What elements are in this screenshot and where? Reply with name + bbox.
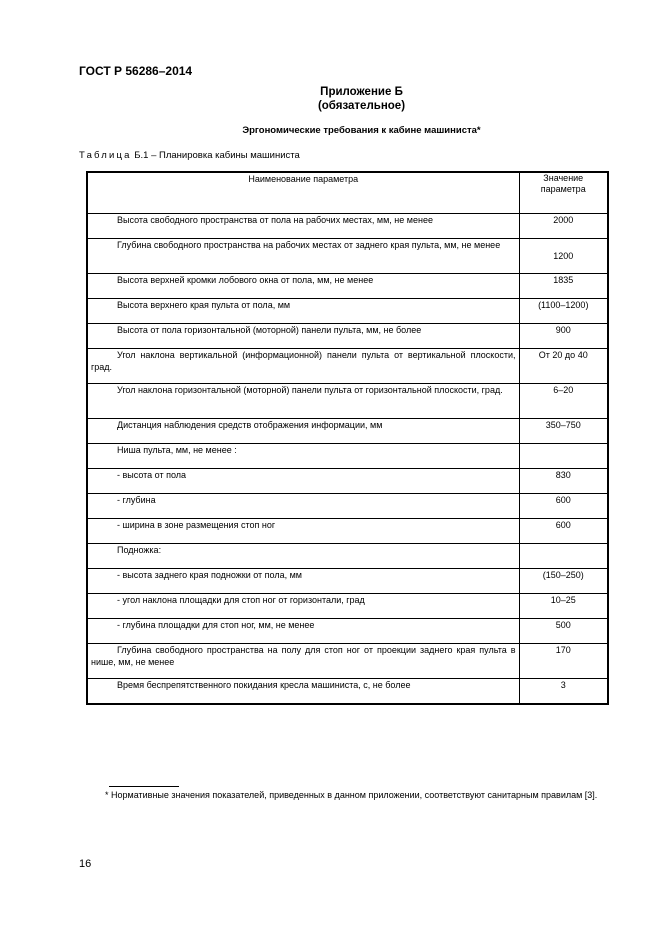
value-cell: [519, 444, 608, 469]
page-number: 16: [79, 858, 92, 870]
table-row: [87, 569, 608, 594]
param-cell: - высота от пола: [87, 469, 519, 494]
param-cell: Глубина свободного пространства на полу для стоп ног от проекции заднего края пульта в нише, мм, не менее: [87, 644, 519, 679]
table-row: [87, 214, 608, 239]
param-cell: Высота от пола горизонтальной (моторной) панели пульта, мм, не более: [87, 324, 519, 349]
value-cell: 900: [519, 324, 608, 349]
value-cell: 170: [519, 644, 608, 679]
value-cell: (1100–1200): [519, 299, 608, 324]
param-cell: Высота верхней кромки лобового окна от пола, мм, не менее: [87, 274, 519, 299]
param-cell: Подножка:: [87, 544, 519, 569]
param-cell: Время беспрепятственного покидания кресла машиниста, с, не более: [87, 679, 519, 705]
footnote-separator: [109, 786, 179, 787]
value-cell: 1835: [519, 274, 608, 299]
param-cell: - глубина площадки для стоп ног, мм, не менее: [87, 619, 519, 644]
header-value-line2: параметра: [540, 184, 586, 194]
param-cell: Ниша пульта, мм, не менее :: [87, 444, 519, 469]
value-cell: 2000: [519, 214, 608, 239]
table-row: [87, 274, 608, 299]
value-cell: 1200: [519, 239, 608, 274]
table-caption: [79, 150, 300, 161]
param-cell: - ширина в зоне размещения стоп ног: [87, 519, 519, 544]
table-row: [87, 619, 608, 644]
header-parameter-value: [519, 172, 608, 214]
value-cell: [519, 544, 608, 569]
param-cell: Дистанция наблюдения средств отображения информации, мм: [87, 419, 519, 444]
table-row: [87, 544, 608, 569]
table-row: [87, 469, 608, 494]
table-row: [87, 349, 608, 384]
appendix-status: (обязательное): [317, 100, 406, 112]
param-cell: - высота заднего края подножки от пола, мм: [87, 569, 519, 594]
table-row: [87, 384, 608, 419]
param-cell: Угол наклона вертикальной (информационной) панели пульта от вертикальной плоскости, град.: [87, 349, 519, 384]
table-row: [87, 494, 608, 519]
param-cell: - угол наклона площадки для стоп ног от горизонтали, град: [87, 594, 519, 619]
table-row: [87, 324, 608, 349]
value-cell: 600: [519, 519, 608, 544]
table-row: [87, 239, 608, 274]
table-row: [87, 679, 608, 705]
parameters-table: [86, 171, 609, 705]
table-row: [87, 644, 608, 679]
value-cell: 500: [519, 619, 608, 644]
header-parameter-name: Наименование параметра: [87, 172, 519, 214]
value-cell: 600: [519, 494, 608, 519]
table-row: [87, 419, 608, 444]
param-cell: Высота свободного пространства от пола на рабочих местах, мм, не менее: [87, 214, 519, 239]
table-row: [87, 299, 608, 324]
value-cell: 10–25: [519, 594, 608, 619]
value-cell: 6–20: [519, 384, 608, 419]
value-cell: 3: [519, 679, 608, 705]
param-cell: Высота верхнего края пульта от пола, мм: [87, 299, 519, 324]
value-cell: 350–750: [519, 419, 608, 444]
param-cell: - глубина: [87, 494, 519, 519]
table-caption-word: Таблица: [79, 150, 132, 161]
value-cell: 830: [519, 469, 608, 494]
table-header-row: [87, 172, 608, 214]
footnote: * Нормативные значения показателей, приведенных в данном приложении, соответствуют санитарным правилам [3].: [105, 790, 598, 800]
header-value-line1: Значение: [543, 173, 584, 183]
table-caption-text: Б.1 – Планировка кабины машиниста: [134, 150, 300, 161]
value-cell: От 20 до 40: [519, 349, 608, 384]
appendix-subtitle: Эргономические требования к кабине машиниста*: [242, 125, 481, 136]
table-row: [87, 519, 608, 544]
document-standard-number: ГОСТ Р 56286–2014: [79, 64, 193, 78]
value-cell: (150–250): [519, 569, 608, 594]
param-cell: Угол наклона горизонтальной (моторной) панели пульта от горизонтальной плоскости, град.: [87, 384, 519, 419]
appendix-title: Приложение Б: [320, 86, 403, 98]
table-row: [87, 444, 608, 469]
table-row: [87, 594, 608, 619]
param-cell: Глубина свободного пространства на рабочих местах от заднего края пульта, мм, не менее: [87, 239, 519, 274]
